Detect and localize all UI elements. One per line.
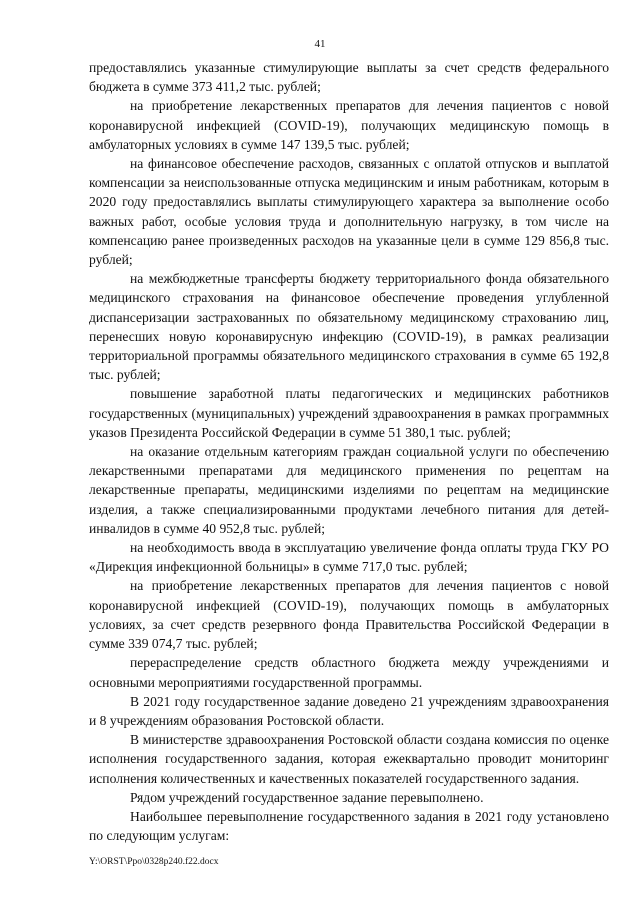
- paragraph: Наибольшее перевыполнение государственного задания в 2021 году установлено по следующим услугам:: [89, 808, 609, 844]
- footer-file-path: Y:\ORST\Ppo\0328p240.f22.docx: [89, 857, 219, 867]
- paragraph: В 2021 году государственное задание доведено 21 учреждениям здравоохранения и 8 учреждениям образования Ростовской области.: [89, 693, 609, 728]
- paragraph: повышение заработной платы педагогических и медицинских работников государственных (муниципальных) учреждений здравоохранения в рамках программных указов Президента Российской Федерации в сумме 51 380,1 тыс. рублей;: [89, 386, 609, 440]
- paragraph: предоставлялись указанные стимулирующие выплаты за счет средств федерального бюджета в сумме 373 411,2 тыс. рублей;: [89, 60, 609, 95]
- document-body: [89, 58, 609, 845]
- paragraph: на необходимость ввода в эксплуатацию увеличение фонда оплаты труда ГКУ РО «Дирекция инфекционной больницы» в сумме 717,0 тыс. рублей;: [89, 540, 609, 575]
- paragraph: на приобретение лекарственных препаратов для лечения пациентов с новой коронавирусной инфекцией (COVID-19), получающих помощь в амбулаторных условиях, за счет средств резервного фонда Правительства Российской Федерации в сумме 339 074,7 тыс. рублей;: [89, 578, 609, 652]
- page-number: 41: [314, 38, 326, 50]
- paragraph: перераспределение средств областного бюджета между учреждениями и основными мероприятиями государственной программы.: [89, 655, 609, 690]
- paragraph: на финансовое обеспечение расходов, связанных с оплатой отпусков и выплатой компенсации за неиспользованные отпуска медицинским и иным работникам, которым в 2020 году предоставлялись выплаты стимулирующего характера за выполнение особо важных работ, особые условия труда и дополнительную нагрузку, в том числе на компенсацию ранее произведенных расходов на указанные цели в сумме 129 856,8 тыс. рублей;: [89, 156, 609, 268]
- paragraph: на межбюджетные трансферты бюджету территориального фонда обязательного медицинского страхования на финансовое обеспечение проведения углубленной диспансеризации застрахованных по обязательному медицинскому страхованию лиц, перенесших новую коронавирусную инфекцию (COVID-19), в рамках реализации территориальной программы обязательного медицинского страхования в сумме 65 192,8 тыс. рублей;: [89, 271, 609, 383]
- paragraph: на оказание отдельным категориям граждан социальной услуги по обеспечению лекарственными препаратами для медицинского применения по рецептам на лекарственные препараты, медицинскими изделиями по рецептам на медицинские изделия, а также специализированными продуктами лечебного питания для детей-инвалидов в сумме 40 952,8 тыс. рублей;: [89, 444, 609, 536]
- paragraph: на приобретение лекарственных препаратов для лечения пациентов с новой коронавирусной инфекцией (COVID-19), получающих медицинскую помощь в амбулаторных условиях в сумме 147 139,5 тыс. рублей;: [89, 98, 609, 152]
- paragraph: Рядом учреждений государственное задание перевыполнено.: [130, 789, 484, 805]
- paragraph: В министерстве здравоохранения Ростовской области создана комиссия по оценке исполнения государственного задания, которая ежеквартально проводит мониторинг исполнения количественных и качественных показателей государственного задания.: [89, 732, 609, 786]
